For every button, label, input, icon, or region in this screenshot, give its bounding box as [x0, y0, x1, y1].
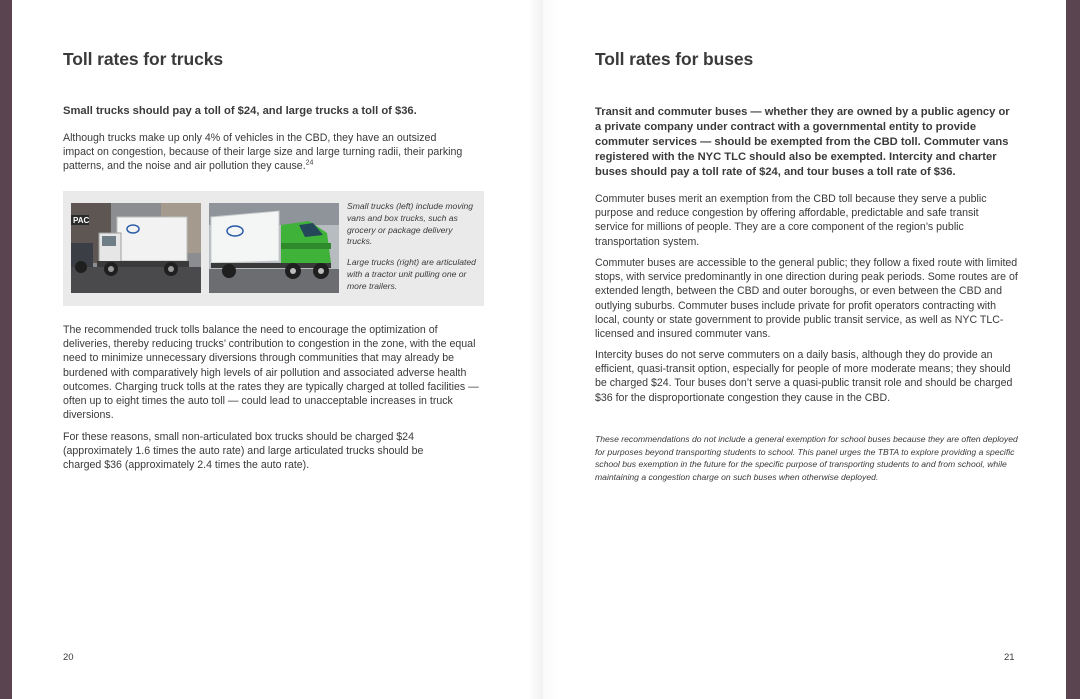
large-truck-illustration: [209, 203, 339, 293]
trucks-paragraph-1-text: Although trucks make up only 4% of vehicles in the CBD, they have an outsized impact on congestion, because of their large size and large turning radii, their parking patterns, and the noise and air pollution they cause.: [63, 132, 463, 173]
storefront-sign: PAC: [73, 216, 90, 225]
small-truck-photo: [71, 203, 201, 293]
small-truck-illustration: [71, 203, 201, 293]
figure-caption-large-trucks: Large trucks (right) are articulated with a tractor unit pulling one or more trailers.: [347, 257, 476, 291]
buses-paragraph-1: Commuter buses merit an exemption from the CBD toll because they serve a public purpose and reduce congestion by offering affordable, predictable and safe transit service for millions of people. They are a core component of the region’s public transportation system.: [595, 193, 987, 248]
trucks-paragraph-3: For these reasons, small non-articulated box trucks should be charged $24 (approximately 1.6 times the auto rate) and large articulated trucks should be charged $36 (approximately 2.4 times the auto rate).: [63, 431, 424, 472]
buses-paragraph-3: Intercity buses do not serve commuters on a daily basis, although they do provide an efficient, quasi-transit option, especially for people of more moderate means; they should be charged $24. Tour buses don’t serve a quasi-public transit role and should be charged $36 for the disproportionate congestion they cause in the CBD.: [595, 349, 1013, 404]
trucks-paragraph-2: The recommended truck tolls balance the need to encourage the optimization of deliveries, thereby reducing trucks’ contribution to congestion in the zone, with the equal need to minimize unnecessary diversions through communities that may already be burdened with comparatively high levels of air pollution and associated adverse health outcomes. Charging truck tolls at the rates they are typically charged at tolled facilities — often up to eight times the auto toll — could lead to unacceptable increases in truck diversions.: [63, 324, 479, 422]
page-number-right: 21: [1004, 652, 1015, 663]
left-page: [12, 0, 542, 699]
page-number-left: 20: [63, 652, 74, 663]
trucks-lede: Small trucks should pay a toll of $24, and large trucks a toll of $36.: [63, 105, 417, 117]
truck-figure: [63, 191, 484, 306]
page-title-trucks: Toll rates for trucks: [63, 49, 223, 69]
right-page: [542, 0, 1066, 699]
large-truck-photo: [209, 203, 339, 293]
document-spread: [12, 0, 1066, 699]
page-title-buses: Toll rates for buses: [595, 49, 754, 69]
buses-paragraph-2: Commuter buses are accessible to the general public; they follow a fixed route with limited stops, with service predominantly in one direction during peak periods. Some routes are of extended length, between the CBD and outer boroughs, or even between the CBD and outlying suburbs. Commuter buses include private for profit operators contracting with local, county or state government to provide public transit service, as well as NYC TLC-licensed and insured commuter vans.: [595, 257, 1018, 341]
book-gutter: [528, 0, 558, 699]
school-bus-note: These recommendations do not include a general exemption for school buses because they are often deployed for purposes beyond transporting students to school. This panel urges the TBTA to explore providing a specific school bus exemption in the future for the specific purpose of transporting students to and from school, while maintaining a congestion charge on such buses when otherwise deployed.: [595, 434, 1018, 482]
footnote-ref: 24: [305, 159, 314, 167]
buses-lede: Transit and commuter buses — whether they are owned by a public agency or a private company under contract with a governmental entity to provide commuter services — should be exempted from the CBD toll. Commuter vans registered with the NYC TLC should also be exempted. Intercity and charter buses should pay a toll rate of $24, and tour buses a toll rate of $36.: [595, 106, 1010, 178]
trucks-paragraph-1: [63, 131, 465, 174]
figure-caption-small-trucks: Small trucks (left) include moving vans and box trucks, such as grocery or package delivery trucks.: [347, 201, 474, 247]
